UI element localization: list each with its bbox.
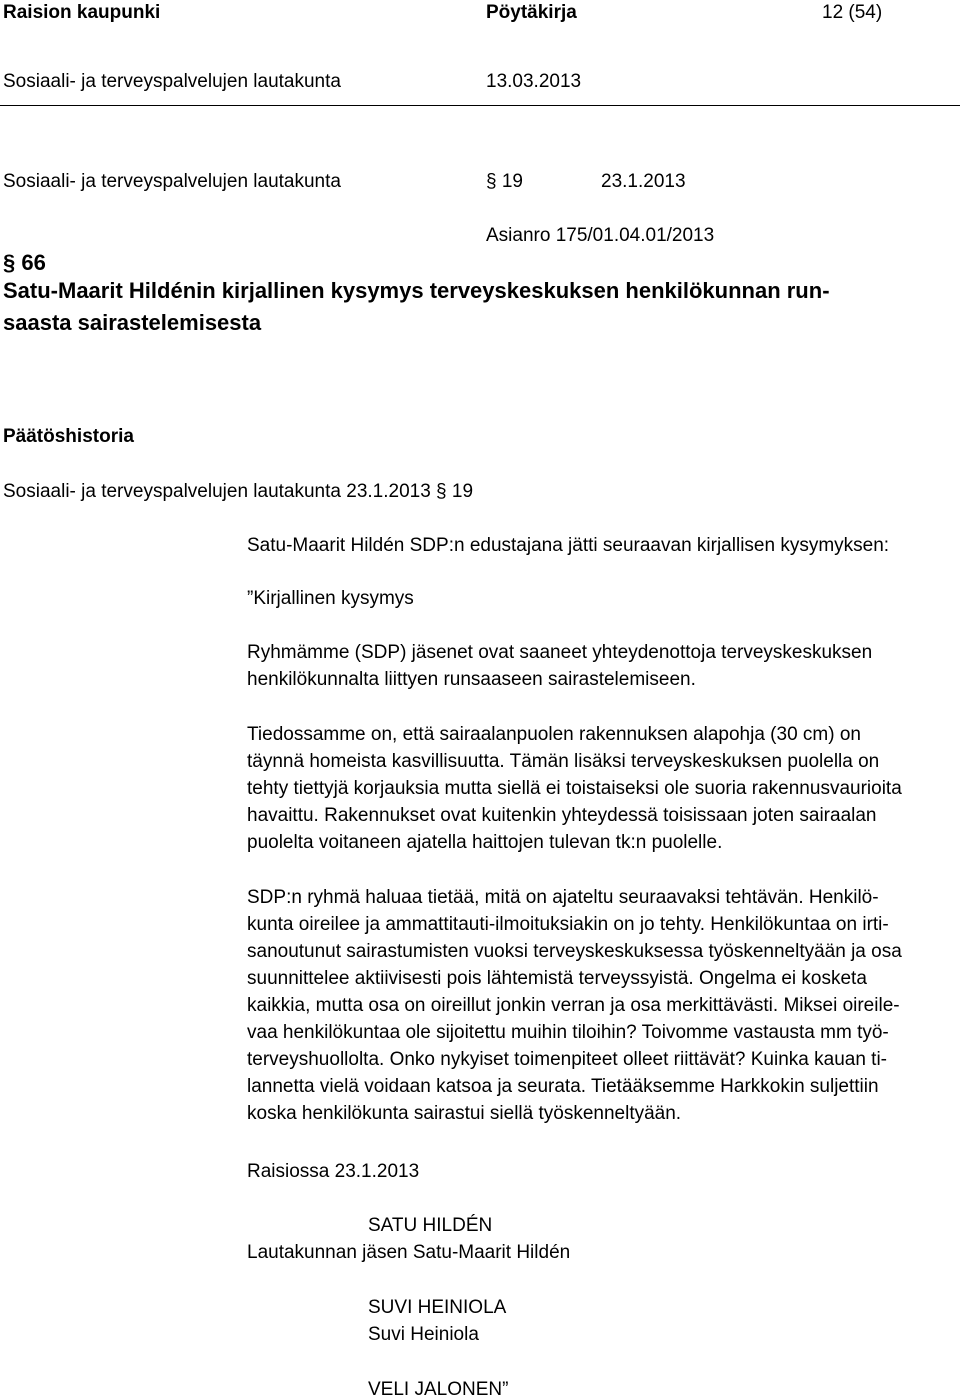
paragraph-line: tehty tiettyjä korjauksia mutta siellä ei toistaiseksi ole suoria rakennusvaurioita	[247, 778, 902, 799]
signatory-1-name: SATU HILDÉN	[368, 1215, 493, 1236]
prior-date: 23.1.2013	[601, 171, 686, 192]
paragraph-line: lannetta vielä voidaan katsoa ja seurata. Tietääksemme Harkkokin suljettiin	[247, 1076, 879, 1097]
paragraph-line: sanoutunut sairastumisten vuoksi terveyskeskuksessa työskenneltyään ja osa	[247, 941, 902, 962]
paragraph-line: SDP:n ryhmä haluaa tietää, mitä on ajateltu seuraavaksi tehtävän. Henkilö-	[247, 887, 879, 908]
paragraph-line: kaikkia, mutta osa on oireillut jonkin verran ja osa merkittävästi. Miksei oireile-	[247, 995, 900, 1016]
intro-text: Satu-Maarit Hildén SDP:n edustajana jätti seuraavan kirjallisen kysymyksen:	[247, 535, 890, 556]
place-date: Raisiossa 23.1.2013	[247, 1161, 420, 1182]
signatory-2-full-name: Suvi Heiniola	[368, 1324, 479, 1345]
item-section: § 66	[3, 250, 46, 275]
paragraph-1	[247, 639, 957, 693]
paragraph-3	[247, 884, 957, 1127]
item-title-line1: Satu-Maarit Hildénin kirjallinen kysymys terveyskeskuksen henkilökunnan run-	[3, 278, 830, 303]
item-title-line2: saasta sairastelemisesta	[3, 310, 262, 335]
paragraph-line: terveyshuollolta. Onko nykyiset toimenpiteet olleet riittävät? Kuinka kauan ti-	[247, 1049, 887, 1070]
history-heading: Päätöshistoria	[3, 426, 134, 447]
paragraph-line: puolelta voitaneen ajatella haittojen tulevan tk:n puolelle.	[247, 832, 723, 853]
signatory-1-role: Lautakunnan jäsen Satu-Maarit Hildén	[247, 1242, 571, 1263]
board-name: Sosiaali- ja terveyspalvelujen lautakunta	[3, 71, 341, 92]
org-name: Raision kaupunki	[3, 2, 161, 23]
prior-board-name: Sosiaali- ja terveyspalvelujen lautakunta	[3, 171, 341, 192]
paragraph-line: Tiedossamme on, että sairaalanpuolen rakennuksen alapohja (30 cm) on	[247, 724, 861, 745]
history-entry: Sosiaali- ja terveyspalvelujen lautakunta 23.1.2013 § 19	[3, 481, 474, 502]
paragraph-2	[247, 721, 957, 856]
page-number: 12 (54)	[822, 2, 883, 23]
case-number: Asianro 175/01.04.01/2013	[486, 225, 715, 246]
signatory-3-name: VELI JALONEN”	[368, 1379, 509, 1400]
paragraph-line: koska henkilökunta sairastui siellä työskenneltyään.	[247, 1103, 682, 1124]
paragraph-line: Ryhmämme (SDP) jäsenet ovat saaneet yhteydenottoja terveyskeskuksen	[247, 642, 873, 663]
paragraph-line: vaa henkilökuntaa ole sijoitettu muihin tiloihin? Toivomme vastausta mm työ-	[247, 1022, 889, 1043]
question-title: ”Kirjallinen kysymys	[247, 588, 414, 609]
document-type: Pöytäkirja	[486, 2, 577, 23]
header-divider	[0, 105, 960, 106]
signatory-2-name: SUVI HEINIOLA	[368, 1297, 507, 1318]
paragraph-line: täynnä homeista kasvillisuutta. Tämän lisäksi terveyskeskuksen puolella on	[247, 751, 880, 772]
meeting-date: 13.03.2013	[486, 71, 582, 92]
paragraph-line: kunta oireilee ja ammattitauti-ilmoituksiakin on jo tehty. Henkilökuntaa on irti-	[247, 914, 889, 935]
paragraph-line: henkilökunnalta liittyen runsaaseen sairastelemiseen.	[247, 669, 696, 690]
paragraph-line: suunnittelee aktiivisesti pois lähtemistä terveyssyistä. Ongelma ei kosketa	[247, 968, 867, 989]
prior-section: § 19	[486, 171, 523, 192]
paragraph-line: havaittu. Rakennukset ovat kuitenkin yhteydessä toisissaan joten sairaalan	[247, 805, 877, 826]
